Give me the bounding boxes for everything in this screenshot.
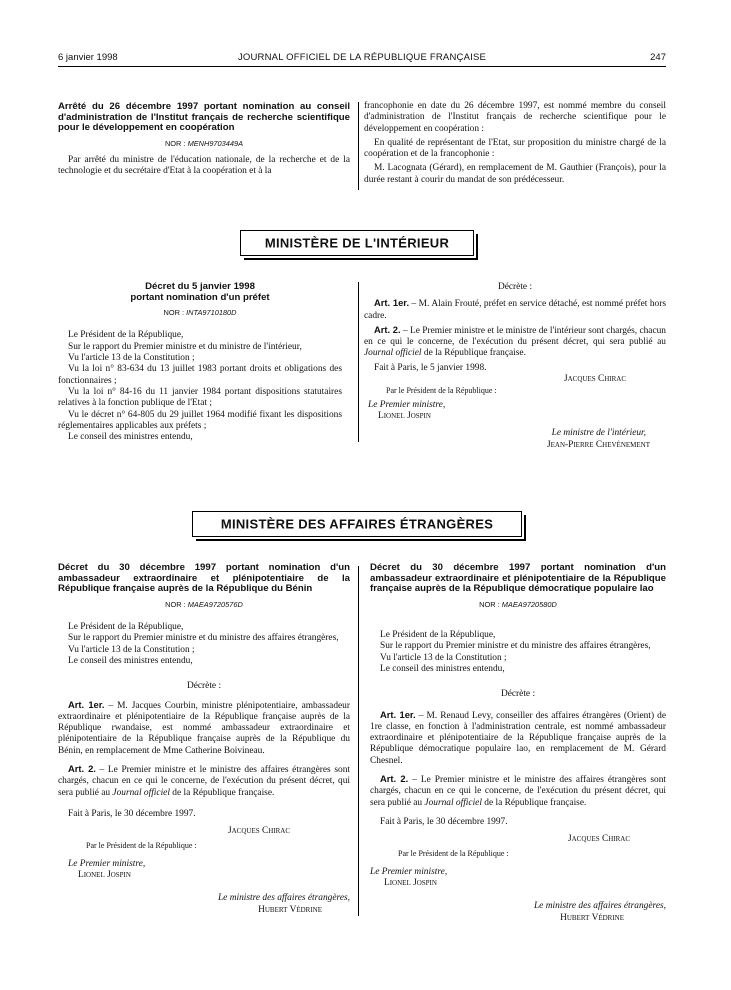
benin-fait: Fait à Paris, le 30 décembre 1997. bbox=[68, 808, 196, 819]
benin-pm-name: Lionel Jospin bbox=[78, 870, 131, 881]
interior-visa: Sur le rapport du Premier ministre et du ministre de l'intérieur, bbox=[68, 341, 302, 352]
laos-visa: Le Président de la République, bbox=[380, 630, 496, 641]
arrete-right-column bbox=[364, 101, 666, 186]
laos-article-2: Art. 2. – Le Premier ministre et le ministre des affaires étrangères sont chargés, chacun en ce qui le concerne, de l'exécution du présent décret, qui sera publié au Journal officiel de la République française. bbox=[370, 773, 666, 808]
arrete-left-column bbox=[58, 102, 350, 178]
interior-decrete: Décrète : bbox=[497, 282, 533, 292]
laos-visa: Sur le rapport du Premier ministre et du ministre des affaires étrangères, bbox=[380, 641, 651, 652]
header-rule bbox=[58, 66, 666, 67]
header-page-number: 247 bbox=[650, 52, 666, 63]
arrete-text-right-3: M. Lacognata (Gérard), en remplacement de M. Gauthier (François), pour la durée restant à courir du mandat de son prédécesseur. bbox=[364, 163, 666, 185]
benin-signer: Jacques Chirac bbox=[227, 826, 290, 837]
arrete-nor: NOR : MENH9703449A bbox=[164, 138, 244, 148]
laos-signer: Jacques Chirac bbox=[567, 834, 630, 845]
laos-decree-title: Décret du 30 décembre 1997 portant nomination d'un ambassadeur extraordinaire et plénipotentiaire de la République française auprès de la République démocratique populaire lao bbox=[370, 562, 666, 595]
interior-fait: Fait à Paris, le 5 janvier 1998. bbox=[374, 362, 487, 373]
header-date: 6 janvier 1998 bbox=[58, 52, 118, 63]
column-divider bbox=[358, 282, 359, 442]
benin-minister-title: Le ministre des affaires étrangères, bbox=[217, 893, 350, 904]
header-journal-title: JOURNAL OFFICIEL DE LA RÉPUBLIQUE FRANÇAISE bbox=[237, 52, 487, 63]
laos-minister-name: Hubert Védrine bbox=[560, 912, 624, 923]
laos-pm-title: Le Premier ministre, bbox=[370, 866, 448, 877]
benin-visa: Le conseil des ministres entendu, bbox=[68, 655, 193, 666]
interior-visa: Vu le décret n° 64-805 du 29 juillet 1964 modifié fixant les dispositions réglementaires applicables aux préfets ; bbox=[58, 409, 342, 431]
interior-minister-name: Jean-Pierre Chevènement bbox=[546, 439, 650, 450]
column-divider bbox=[358, 566, 359, 916]
interior-minister-title: Le ministre de l'intérieur, bbox=[551, 428, 646, 439]
benin-visa: Sur le rapport du Premier ministre et du ministre des affaires étrangères, bbox=[68, 633, 339, 644]
laos-par-le-president: Par le Président de la République : bbox=[398, 848, 509, 858]
laos-nor: NOR : MAEA9720580D bbox=[479, 599, 557, 609]
arrete-text-right-1: francophonie en date du 26 décembre 1997, est nommé membre du conseil d'administration de l'Institut français de recherche scientifique pour le développement en coopération : bbox=[364, 101, 666, 134]
laos-fait: Fait à Paris, le 30 décembre 1997. bbox=[380, 816, 508, 827]
interior-par-le-president: Par le Président de la République : bbox=[386, 386, 497, 396]
interior-right-column bbox=[364, 282, 666, 451]
laos-visa: Le conseil des ministres entendu, bbox=[380, 663, 505, 674]
arrete-title: Arrêté du 26 décembre 1997 portant nomination au conseil d'administration de l'Institut français de recherche scientifique pour le développement en coopération bbox=[58, 101, 350, 134]
benin-par-le-president: Par le Président de la République : bbox=[86, 840, 197, 850]
benin-article-1: Art. 1er. – M. Jacques Courbin, ministre plénipotentiaire, ambassadeur extraordinaire et plénipotentiaire de la République française auprès de la République rwandaise, est nommé ambassadeur extraordinaire et plénipotentiaire de la République française auprès de la République du Bénin, en remplacement de Mme Catherine Boivineau. bbox=[58, 698, 350, 756]
interior-visa: Vu l'article 13 de la Constitution ; bbox=[68, 353, 195, 364]
interior-article-2: Art. 2. – Le Premier ministre et le ministre de l'intérieur sont chargés, chacun en ce qui le concerne, de l'exécution du présent décret, qui sera publié au Journal officiel de la République française. bbox=[364, 323, 666, 359]
ministry-foreign-banner: MINISTÈRE DES AFFAIRES ÉTRANGÈRES bbox=[192, 511, 522, 537]
interior-visa: Vu la loi n° 84-16 du 11 janvier 1984 portant dispositions statutaires relatives à la fonction publique de l'Etat ; bbox=[58, 386, 342, 409]
interior-decree-title-2: portant nomination d'un préfet bbox=[130, 291, 270, 303]
benin-visa: Vu l'article 13 de la Constitution ; bbox=[68, 644, 195, 655]
benin-article-2: Art. 2. – Le Premier ministre et le ministre des affaires étrangères sont chargés, chacun en ce qui le concerne, de l'exécution du présent décret, qui sera publié au Journal officiel de la République française. bbox=[58, 763, 350, 798]
laos-visa: Vu l'article 13 de la Constitution ; bbox=[380, 652, 507, 663]
laos-minister-title: Le ministre des affaires étrangères, bbox=[533, 901, 666, 912]
interior-pm-name: Lionel Jospin bbox=[378, 410, 431, 421]
arrete-text-right-2: En qualité de représentant de l'Etat, sur proposition du ministre chargé de la coopération et de la francophonie : bbox=[364, 137, 666, 160]
interior-visa: Le Président de la République, bbox=[68, 330, 184, 341]
interior-visa: Le conseil des ministres entendu, bbox=[68, 432, 193, 443]
interior-visa: Vu la loi n° 83-634 du 13 juillet 1983 portant droits et obligations des fonctionnaires ; bbox=[58, 364, 342, 386]
benin-decree-title: Décret du 30 décembre 1997 portant nomination d'un ambassadeur extraordinaire et plénipotentiaire de la République française auprès de la République du Bénin bbox=[58, 562, 350, 595]
interior-nor: NOR : INTA9710180D bbox=[163, 308, 237, 318]
laos-article-1: Art. 1er. – M. Renaud Levy, conseiller des affaires étrangères (Orient) de 1re classe, en fonction à l'administration centrale, est nommé ambassadeur extraordinaire et plénipotentiaire de la République française auprès de la République démocratique populaire lao, en remplacement de M. Gérard Chesnel. bbox=[370, 708, 666, 766]
column-divider bbox=[358, 102, 359, 190]
interior-decree-title-1: Décret du 5 janvier 1998 bbox=[145, 281, 255, 292]
benin-pm-title: Le Premier ministre, bbox=[68, 858, 146, 869]
interior-pm-title: Le Premier ministre, bbox=[368, 399, 446, 410]
foreign-benin-column bbox=[58, 563, 350, 916]
benin-nor: NOR : MAEA9720576D bbox=[165, 599, 243, 609]
interior-left-column bbox=[58, 282, 342, 443]
benin-decrete: Décrète : bbox=[186, 681, 222, 692]
interior-article-1: Art. 1er. – M. Alain Frouté, préfet en service détaché, est nommé préfet hors cadre. bbox=[364, 297, 666, 321]
laos-pm-name: Lionel Jospin bbox=[384, 878, 437, 889]
foreign-laos-column bbox=[370, 563, 666, 924]
interior-signer: Jacques Chirac bbox=[563, 374, 626, 385]
benin-minister-name: Hubert Védrine bbox=[258, 904, 322, 915]
benin-visa: Le Président de la République, bbox=[68, 622, 184, 633]
arrete-text-left: Par arrêté du ministre de l'éducation nationale, de la recherche et de la technologie et du secrétaire d'Etat à la coopération et à la bbox=[58, 155, 350, 177]
laos-decrete: Décrète : bbox=[500, 689, 536, 700]
ministry-interior-banner: MINISTÈRE DE L'INTÉRIEUR bbox=[240, 230, 474, 256]
